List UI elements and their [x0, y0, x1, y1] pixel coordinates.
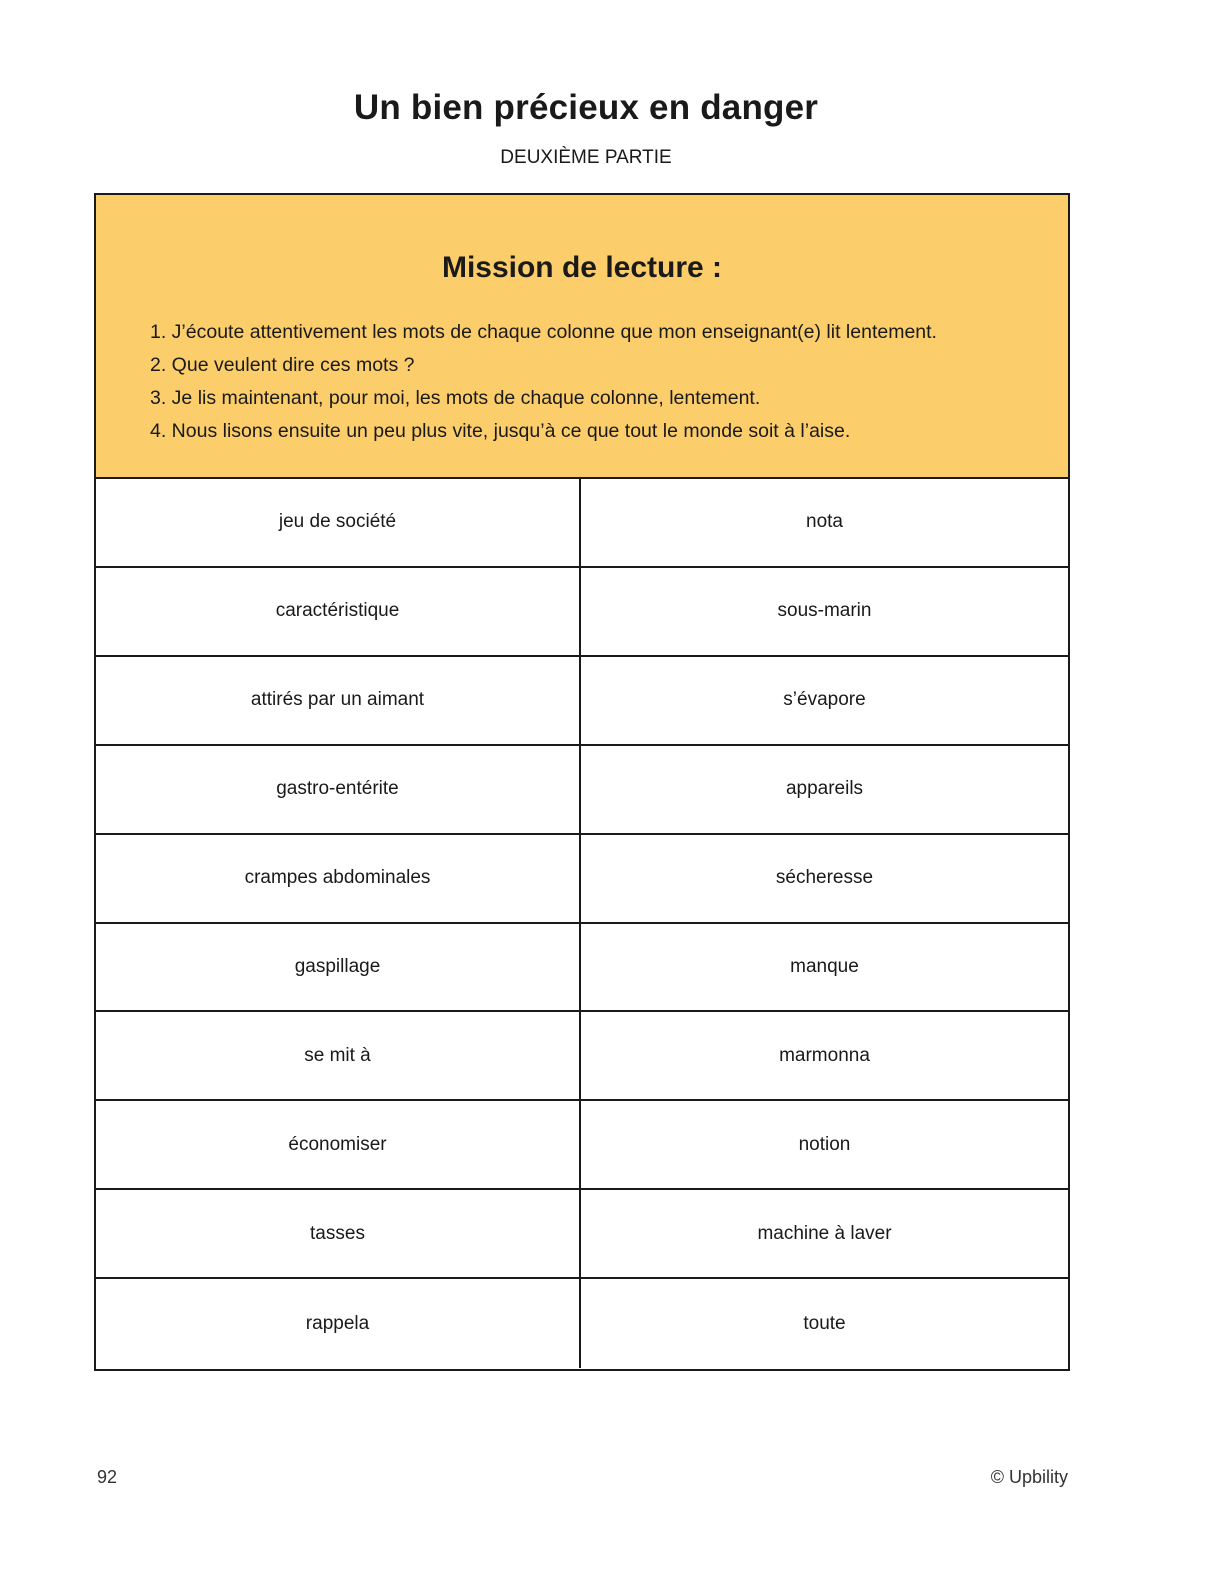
mission-step: 2. Que veulent dire ces mots ? — [150, 354, 415, 376]
word-cell-left: crampes abdominales — [96, 835, 581, 924]
word-cell-left: jeu de société — [96, 479, 581, 568]
mission-step: 3. Je lis maintenant, pour moi, les mots de chaque colonne, lentement. — [150, 387, 761, 409]
page-title: Un bien précieux en danger — [353, 88, 819, 127]
mission-title: Mission de lecture : — [441, 251, 723, 284]
word-cell-left: économiser — [96, 1101, 581, 1190]
mission-steps — [150, 316, 1058, 448]
word-cell-right: notion — [581, 1101, 1068, 1190]
word-cell-left: gastro-entérite — [96, 746, 581, 835]
word-cell-right: machine à laver — [581, 1190, 1068, 1279]
mission-step: 1. J’écoute attentivement les mots de chaque colonne que mon enseignant(e) lit lentement. — [150, 321, 937, 343]
word-cell-left: attirés par un aimant — [96, 657, 581, 746]
word-cell-left: rappela — [96, 1279, 581, 1368]
word-cell-right: s’évapore — [581, 657, 1068, 746]
word-grid — [96, 479, 1068, 1368]
word-cell-left: caractéristique — [96, 568, 581, 657]
word-cell-right: sous-marin — [581, 568, 1068, 657]
word-cell-right: nota — [581, 479, 1068, 568]
mission-box — [96, 195, 1068, 479]
word-cell-right: marmonna — [581, 1012, 1068, 1101]
word-cell-right: appareils — [581, 746, 1068, 835]
word-cell-left: gaspillage — [96, 924, 581, 1013]
worksheet-table — [94, 193, 1070, 1371]
copyright-notice: © Upbility — [990, 1467, 1068, 1487]
mission-step: 4. Nous lisons ensuite un peu plus vite, jusqu’à ce que tout le monde soit à l’aise. — [150, 420, 851, 442]
page-subtitle: DEUXIÈME PARTIE — [500, 147, 672, 168]
word-cell-right: sécheresse — [581, 835, 1068, 924]
page-number: 92 — [97, 1467, 118, 1487]
word-cell-right: manque — [581, 924, 1068, 1013]
word-cell-right: toute — [803, 1312, 846, 1334]
word-cell-left: tasses — [96, 1190, 581, 1279]
word-cell-left: se mit à — [96, 1012, 581, 1101]
